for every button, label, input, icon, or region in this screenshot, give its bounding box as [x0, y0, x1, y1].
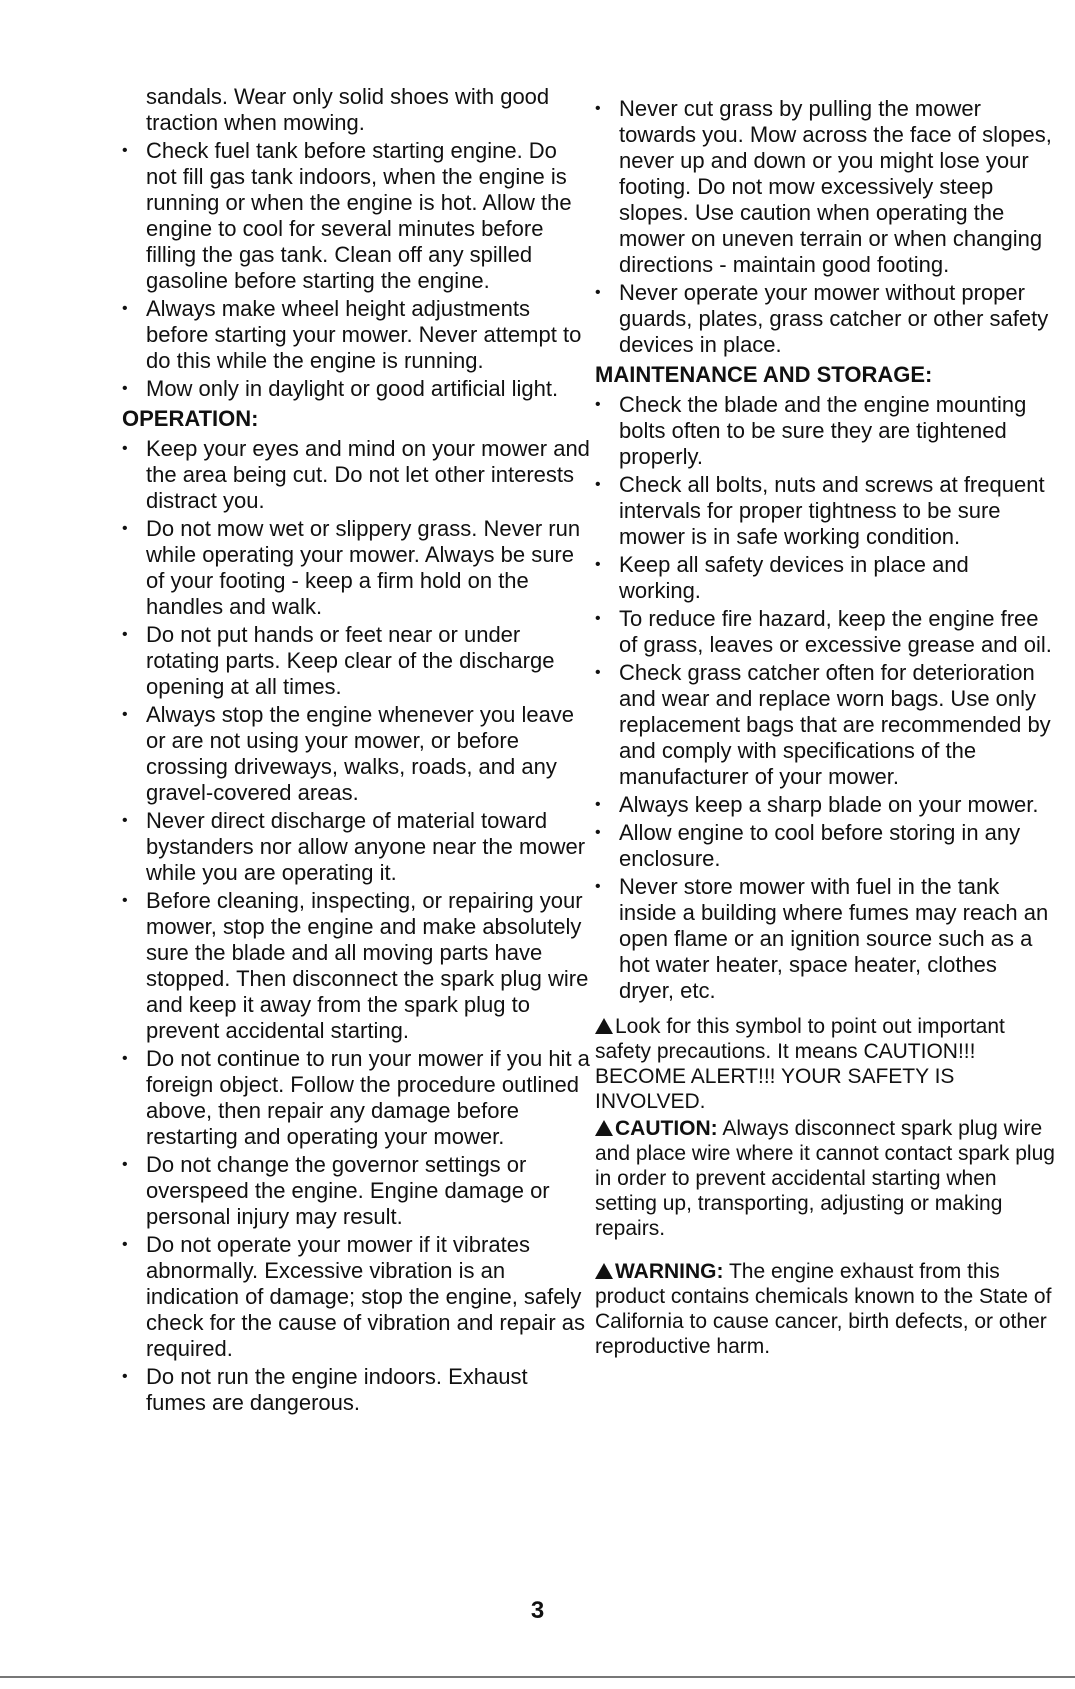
list-item: • Do not continue to run your mower if you hit a foreign object. Follow the procedure outlined above, then repair any damage before restarting and operating your mower. [122, 1046, 590, 1149]
list-item: • Mow only in daylight or good artificial light. [122, 376, 559, 401]
list-item: • Keep all safety devices in place and working. [595, 552, 969, 603]
page-number: 3 [530, 1597, 545, 1624]
warning-triangle-icon [595, 1120, 613, 1136]
bullet-list-slopes [595, 96, 1055, 358]
left-column [122, 84, 592, 1418]
right-column [595, 96, 1055, 1359]
caution-label: CAUTION: [615, 1117, 718, 1140]
bullet-icon: • [595, 610, 601, 627]
bullet-icon: • [122, 626, 128, 643]
bullet-icon: • [122, 706, 128, 723]
bullet-icon: • [122, 892, 128, 909]
list-item: • Never operate your mower without proper guards, plates, grass catcher or other safety devices in place. [595, 280, 1049, 357]
bullet-icon: • [122, 520, 128, 537]
list-item: • Do not run the engine indoors. Exhaust fumes are dangerous. [122, 1364, 528, 1415]
list-item: • Before cleaning, inspecting, or repairing your mower, stop the engine and make absolutely sure the blade and all moving parts have stopped. Then disconnect the spark plug wire and keep it away from the spark plug to prevent accidental starting. [122, 888, 589, 1043]
bullet-icon: • [595, 664, 601, 681]
list-item: • Check all bolts, nuts and screws at frequent intervals for proper tightness to be sure mower is in safe working condition. [595, 472, 1045, 549]
bullet-icon: • [595, 796, 601, 813]
caution-text: Always disconnect spark plug wire and place wire where it cannot contact spark plug in order to prevent accidental starting when setting up, transporting, adjusting or making repairs. [595, 1117, 1055, 1240]
list-item: • Always make wheel height adjustments before starting your mower. Never attempt to do this while the engine is running. [122, 296, 582, 373]
bullet-icon: • [122, 300, 128, 317]
bullet-icon: • [122, 142, 128, 159]
bullet-icon: • [595, 556, 601, 573]
warning-label: WARNING: [615, 1260, 724, 1283]
list-item: • Never store mower with fuel in the tank inside a building where fumes may reach an open flame or an ignition source such as a hot water heater, space heater, clothes dryer, etc. [595, 874, 1049, 1003]
list-item: • Do not change the governor settings or overspeed the engine. Engine damage or personal injury may result. [122, 1152, 550, 1229]
warning-triangle-icon [595, 1018, 613, 1034]
list-item: • Always keep a sharp blade on your mower. [595, 792, 1039, 817]
list-item: • Do not operate your mower if it vibrates abnormally. Excessive vibration is an indication of damage; stop the engine, safely check for the cause of vibration and repair as required. [122, 1232, 586, 1361]
bottom-divider [0, 1676, 1075, 1678]
list-item: • Never cut grass by pulling the mower towards you. Mow across the face of slopes, never up and down or you might lose your footing. Do not mow excessively steep slopes. Use caution when operating the mower on uneven terrain or when changing directions - maintain good footing. [595, 96, 1052, 277]
list-item: • Check fuel tank before starting engine. Do not fill gas tank indoors, when the engine is running or when the engine is hot. Allow the engine to cool for several minutes before filling the gas tank. Clean off any spilled gasoline before starting the engine. [122, 138, 572, 293]
bullet-icon: • [122, 1368, 128, 1385]
list-item: • Do not mow wet or slippery grass. Never run while operating your mower. Always be sure of your footing - keep a firm hold on the handles and walk. [122, 516, 581, 619]
warning-notice [595, 1259, 1055, 1359]
bullet-icon: • [595, 476, 601, 493]
list-item: • Never direct discharge of material toward bystanders nor allow anyone near the mower while you are operating it. [122, 808, 586, 885]
list-item: • To reduce fire hazard, keep the engine free of grass, leaves or excessive grease and oil. [595, 606, 1052, 657]
bullet-icon: • [595, 396, 601, 413]
warning-text: The engine exhaust from this product contains chemicals known to the State of California to cause cancer, birth defects, or other reproductive harm. [595, 1260, 1052, 1358]
list-item: • Do not put hands or feet near or under rotating parts. Keep clear of the discharge opening at all times. [122, 622, 555, 699]
warning-triangle-icon [595, 1263, 613, 1279]
bullet-icon: • [595, 824, 601, 841]
bullet-icon: • [122, 380, 128, 397]
bullet-icon: • [595, 878, 601, 895]
list-item: • Always stop the engine whenever you leave or are not using your mower, or before crossing driveways, walks, roads, and any gravel-covered areas. [122, 702, 575, 805]
bullet-icon: • [595, 284, 601, 301]
bullet-list-general [122, 138, 592, 402]
bullet-icon: • [122, 440, 128, 457]
bullet-list-maintenance [595, 392, 1055, 1004]
bullet-list-operation [122, 436, 592, 1416]
caution-notice [595, 1116, 1055, 1241]
bullet-icon: • [122, 1156, 128, 1173]
maintenance-heading: MAINTENANCE AND STORAGE: [595, 362, 933, 387]
bullet-icon: • [122, 1236, 128, 1253]
bullet-icon: • [122, 1050, 128, 1067]
list-item: • Keep your eyes and mind on your mower and the area being cut. Do not let other interests distract you. [122, 436, 590, 513]
list-item: • Check grass catcher often for deterioration and wear and replace worn bags. Use only replacement bags that are recommended by and comply with specifications of the manufacturer of your mower. [595, 660, 1051, 789]
bullet-icon: • [595, 100, 601, 117]
list-item: • Allow engine to cool before storing in any enclosure. [595, 820, 1021, 871]
operation-heading: OPERATION: [122, 406, 259, 431]
continuation-text: sandals. Wear only solid shoes with good traction when mowing. [146, 84, 550, 135]
bullet-icon: • [122, 812, 128, 829]
list-item: • Check the blade and the engine mounting bolts often to be sure they are tightened properly. [595, 392, 1027, 469]
safety-symbol-note: Look for this symbol to point out important safety precautions. It means CAUTION!!! BECOME ALERT!!! YOUR SAFETY IS INVOLVED. [595, 1015, 1005, 1113]
